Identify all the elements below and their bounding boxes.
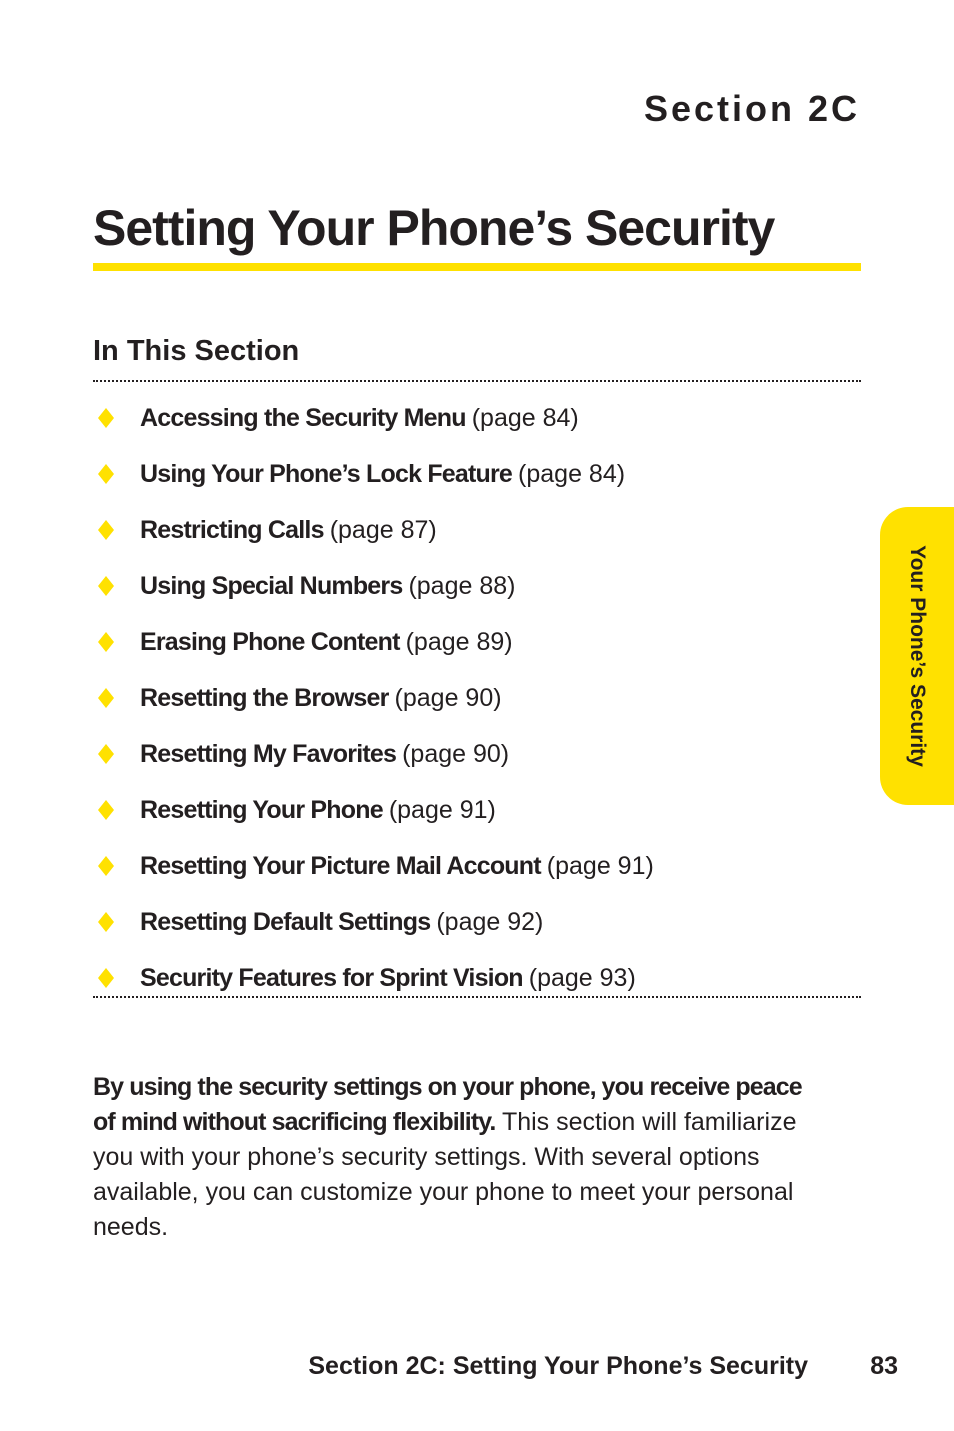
- toc-item-title[interactable]: Erasing Phone Content: [140, 628, 400, 656]
- toc-item-title[interactable]: Using Special Numbers: [140, 572, 403, 600]
- diamond-icon: [93, 968, 140, 988]
- diamond-icon: [93, 632, 140, 652]
- toc-item-page: (page 84): [518, 460, 626, 488]
- diamond-icon: [93, 744, 140, 764]
- toc-bottom-divider: [93, 996, 861, 998]
- side-tab-label: Your Phone’s Security: [906, 545, 929, 767]
- toc-item-page: (page 87): [329, 516, 437, 544]
- diamond-icon: [93, 800, 140, 820]
- section-label: Section 2C: [643, 88, 860, 129]
- toc-item-title[interactable]: Resetting the Browser: [140, 684, 389, 712]
- toc-item[interactable]: [93, 558, 861, 614]
- toc-item-page: (page 93): [528, 964, 636, 992]
- toc-list: [93, 390, 861, 1006]
- toc-item[interactable]: [93, 502, 861, 558]
- toc-item-title[interactable]: Accessing the Security Menu: [140, 404, 466, 432]
- toc-item-page: (page 90): [402, 740, 510, 768]
- toc-item-title[interactable]: Resetting Default Settings: [140, 908, 431, 936]
- diamond-icon: [93, 520, 140, 540]
- diamond-icon: [93, 408, 140, 428]
- diamond-icon: [93, 912, 140, 932]
- toc-item-page: (page 88): [408, 572, 516, 600]
- toc-item-title[interactable]: Using Your Phone’s Lock Feature: [140, 460, 513, 488]
- diamond-icon: [93, 688, 140, 708]
- toc-item[interactable]: [93, 390, 861, 446]
- toc-item[interactable]: [93, 838, 861, 894]
- footer-page-number: 83: [870, 1352, 898, 1380]
- toc-item[interactable]: [93, 614, 861, 670]
- page-title: Setting Your Phone’s Security: [93, 200, 775, 256]
- toc-item[interactable]: [93, 894, 861, 950]
- intro-paragraph: [93, 1070, 813, 1245]
- toc-item[interactable]: [93, 670, 861, 726]
- toc-item-page: (page 89): [405, 628, 513, 656]
- toc-heading: In This Section: [93, 335, 300, 367]
- toc-item[interactable]: [93, 726, 861, 782]
- diamond-icon: [93, 856, 140, 876]
- toc-item-page: (page 92): [436, 908, 544, 936]
- toc-item-title[interactable]: Resetting Your Phone: [140, 796, 383, 824]
- toc-top-divider: [93, 380, 861, 382]
- toc-item[interactable]: [93, 782, 861, 838]
- intro-lead: By using the security settings on your phone, you receive peace of mind without sacrificing flexibility.: [93, 1073, 802, 1136]
- diamond-icon: [93, 576, 140, 596]
- toc-item-page: (page 91): [388, 796, 496, 824]
- toc-item-title[interactable]: Resetting Your Picture Mail Account: [140, 852, 541, 880]
- toc-item-page: (page 90): [394, 684, 502, 712]
- footer-title: Section 2C: Setting Your Phone’s Security: [308, 1352, 808, 1380]
- toc-item[interactable]: [93, 446, 861, 502]
- toc-item-page: (page 84): [471, 404, 579, 432]
- intro-body: This section will familiarize you with your phone’s security settings. With several options available, you can customize your phone to meet your personal needs.: [93, 1108, 797, 1241]
- toc-item-title[interactable]: Restricting Calls: [140, 516, 324, 544]
- toc-item-title[interactable]: Resetting My Favorites: [140, 740, 397, 768]
- diamond-icon: [93, 464, 140, 484]
- title-underline: [93, 263, 861, 271]
- toc-item-title[interactable]: Security Features for Sprint Vision: [140, 964, 523, 992]
- toc-item-page: (page 91): [546, 852, 654, 880]
